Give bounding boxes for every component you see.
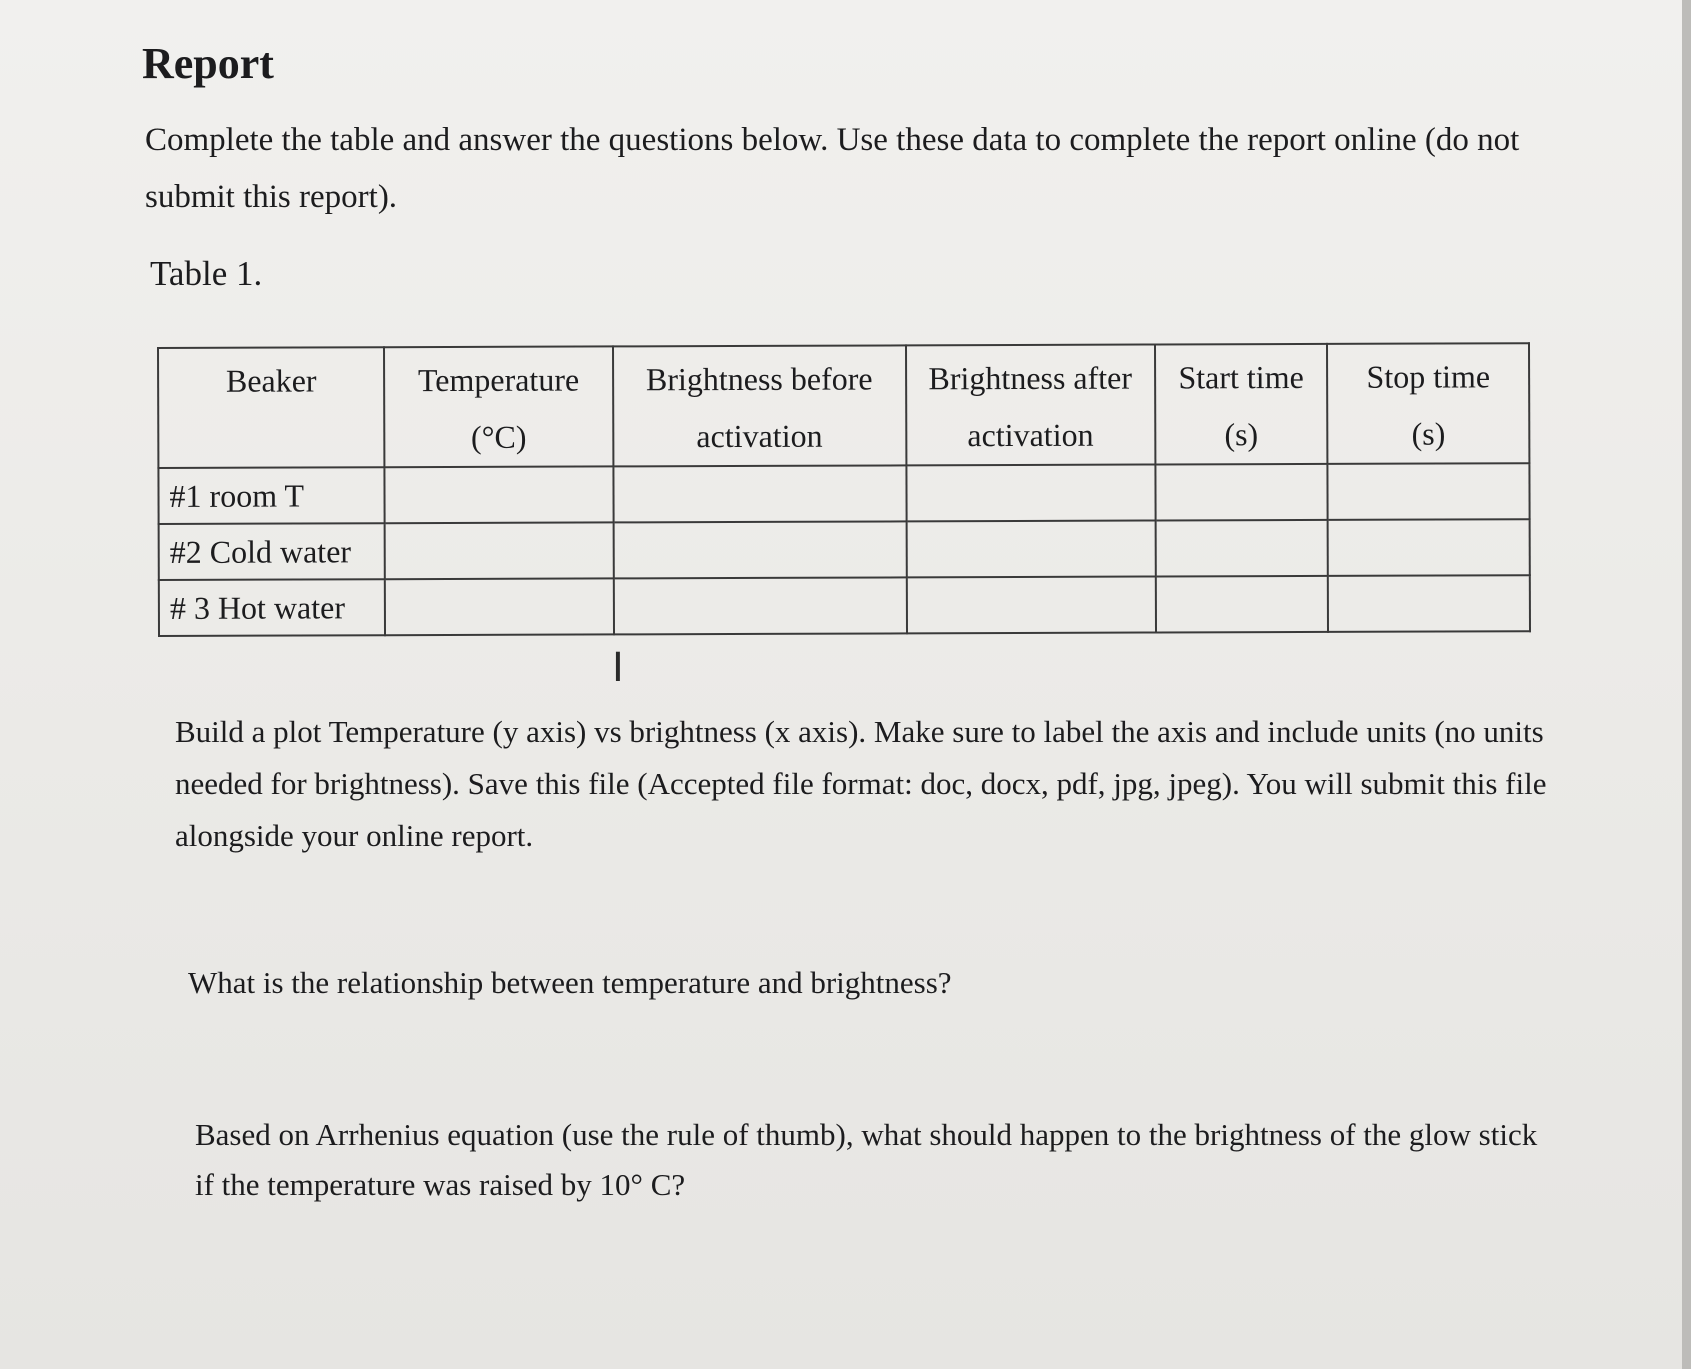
start-time-cell[interactable] [1155,576,1328,633]
beaker-cell: # 3 Hot water [159,579,385,636]
table-header-row [158,343,1529,468]
brightness-before-cell[interactable] [613,465,906,522]
stop-time-cell[interactable] [1328,519,1530,576]
start-time-cell[interactable] [1155,520,1328,577]
header-stop-time [1327,343,1529,464]
intro-instructions: Complete the table and answer the questions below. Use these data to complete the report online (do not submit this report). [145,122,1520,215]
brightness-before-cell[interactable] [613,577,906,634]
start-time-cell[interactable] [1155,464,1328,521]
header-line: Start time [1178,358,1304,396]
header-temperature [384,346,613,467]
question-arrhenius: Based on Arrhenius equation (use the rule of thumb), what should happen to the brightness of the glow stick if the temperature was raised by 10° C? [195,1117,1538,1202]
table-row [159,575,1530,636]
header-line: (°C) [470,418,527,455]
brightness-after-cell[interactable] [906,465,1155,522]
header-line: Brightness after [928,359,1133,397]
header-beaker [158,347,385,468]
beaker-cell: #2 Cold water [159,523,385,580]
header-line: (s) [1224,416,1259,453]
temperature-cell[interactable] [385,578,614,635]
header-line: activation [967,416,1094,454]
temperature-cell[interactable] [385,466,614,523]
header-line: Beaker [225,362,317,399]
brightness-before-cell[interactable] [613,521,906,578]
stop-time-cell[interactable] [1328,463,1530,520]
stop-time-cell[interactable] [1328,575,1530,632]
data-table [157,342,1531,637]
header-brightness-after [906,345,1155,466]
header-brightness-before [613,345,907,466]
table-row [159,519,1530,580]
question-relationship: What is the relationship between temperature and brightness? [188,965,952,1000]
brightness-after-cell[interactable] [906,521,1155,578]
header-start-time [1155,344,1328,465]
header-line: (s) [1411,415,1446,452]
header-line: activation [696,417,823,455]
header-line: Brightness before [645,360,873,398]
beaker-cell: #1 room T [158,467,384,524]
header-line: Temperature [417,361,580,399]
temperature-cell[interactable] [385,522,614,579]
plot-instructions: Build a plot Temperature (y axis) vs brightness (x axis). Make sure to label the axis and include units (no units needed for brightness). Save this file (Accepted file format: doc, docx, pdf, jpg, jpeg). You will submit this file alongside your online report. [175,714,1547,853]
header-line: Stop time [1366,358,1491,395]
table-caption: Table 1. [150,254,263,293]
brightness-after-cell[interactable] [907,577,1156,634]
page-title: Report [142,39,274,88]
text-cursor-icon: I [612,645,624,691]
table-row [158,463,1529,524]
page-edge [1682,0,1691,1369]
